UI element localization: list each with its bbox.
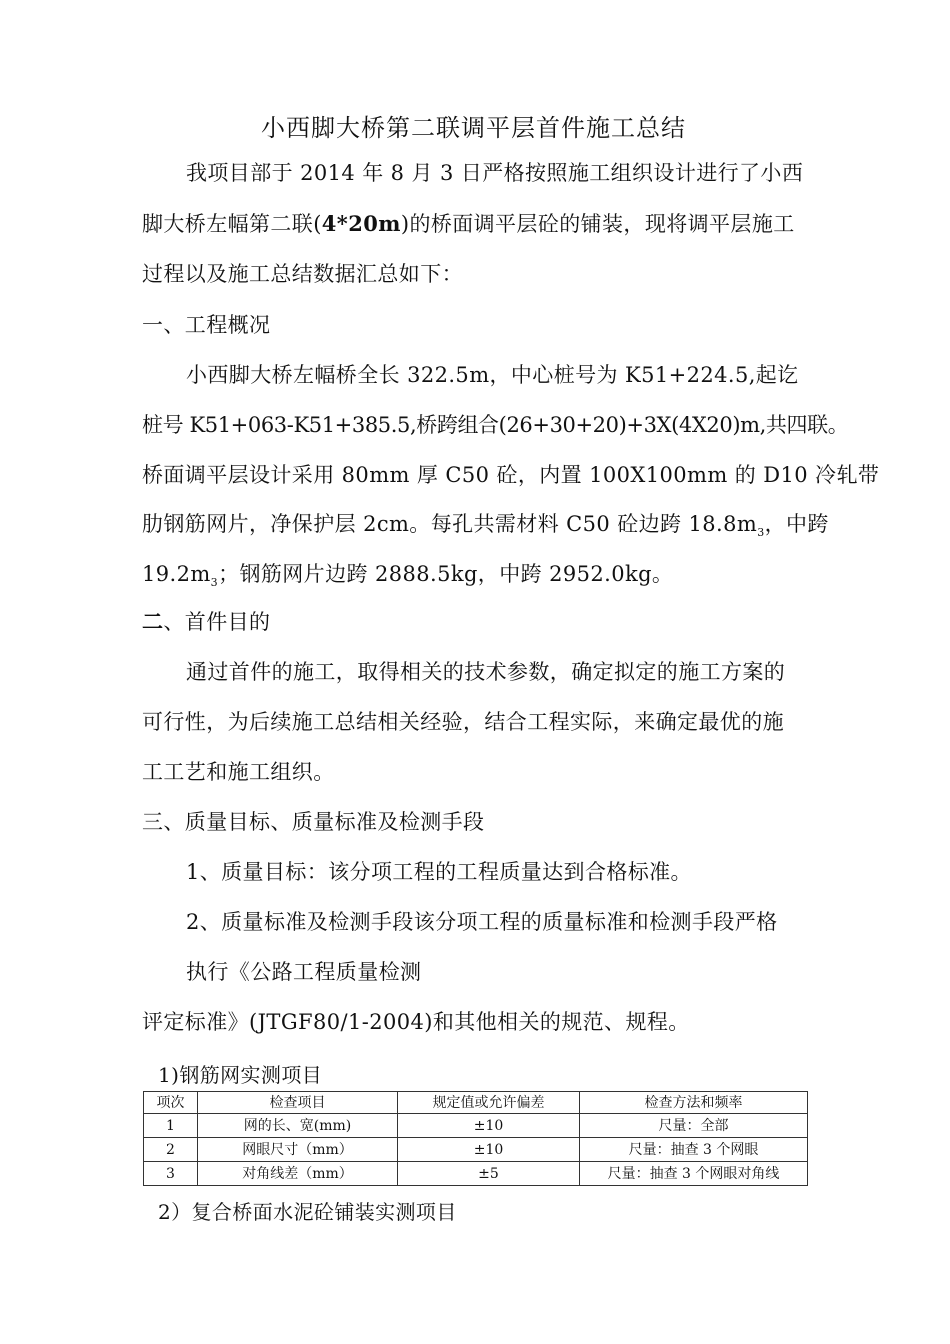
overview-line-4-text: 肋钢筋网片，净保护层 2cm。每孔共需材料 C50 砼边跨 18.8m [142, 512, 758, 536]
intro-line-2-close: ) [400, 212, 410, 236]
quality-line-2: 2、质量标准及检测手段该分项工程的质量标准和检测手段严格 [186, 910, 778, 934]
table-row [144, 1138, 808, 1162]
table-2-caption: 2）复合桥面水泥砼铺装实测项目 [158, 1200, 457, 1224]
unit-subscript: 3 [210, 576, 219, 590]
overview-line-5-text: ；钢筋网片边跨 2888.5kg，中跨 2952.0kg。 [218, 562, 674, 586]
table-cell: ±10 [398, 1114, 580, 1138]
intro-line-2 [142, 211, 795, 237]
intro-line-1: 我项目部于 2014 年 8 月 3 日严格按照施工组织设计进行了小西 [186, 161, 804, 185]
table-cell: 尺量：抽查 3 个网眼对角线 [580, 1162, 808, 1186]
header-cell: 项次 [144, 1092, 198, 1114]
table-cell: ±10 [398, 1138, 580, 1162]
document-title: 小西脚大桥第二联调平层首件施工总结 [261, 114, 686, 142]
quality-line-1: 1、质量目标：该分项工程的工程质量达到合格标准。 [186, 860, 692, 884]
table-cell: 网的长、宽(mm) [198, 1114, 398, 1138]
purpose-line-1: 通过首件的施工，取得相关的技术参数，确定拟定的施工方案的 [186, 660, 786, 684]
section-3-heading: 三、质量目标、质量标准及检测手段 [142, 810, 485, 834]
rebar-mesh-table [143, 1091, 808, 1186]
overview-line-3: 桥面调平层设计采用 80mm 厚 C50 砼，内置 100X100mm 的 D10 冷轧带 [142, 463, 880, 487]
section-2-number: 二 [142, 609, 164, 634]
table-cell: 3 [144, 1162, 198, 1186]
table-cell: ±5 [398, 1162, 580, 1186]
table-cell: 对角线差（mm） [198, 1162, 398, 1186]
table-row [144, 1162, 808, 1186]
intro-line-2-prefix: 脚大桥左幅第二联( [142, 212, 322, 236]
intro-line-3: 过程以及施工总结数据汇总如下： [142, 262, 463, 286]
header-cell: 检查项目 [198, 1092, 398, 1114]
section-2-title: 、首件目的 [163, 610, 271, 634]
overview-line-4-tail: ，中跨 [764, 512, 829, 536]
overview-line-5-head: 19.2m [142, 562, 211, 586]
table-cell: 网眼尺寸（mm） [198, 1138, 398, 1162]
overview-line-1: 小西脚大桥左幅桥全长 322.5m，中心桩号为 K51+224.5,起讫 [186, 363, 799, 387]
table-header-row [144, 1092, 808, 1114]
quality-line-4: 评定标准》(JTGF80/1-2004)和其他相关的规范、规程。 [142, 1010, 690, 1034]
span-spec: 4*20m [321, 211, 401, 236]
unit-subscript: 3 [757, 526, 765, 540]
table-1-caption: 1)钢筋网实测项目 [158, 1063, 323, 1087]
table-cell: 2 [144, 1138, 198, 1162]
table-cell: 尺量：全部 [580, 1114, 808, 1138]
header-cell: 检查方法和频率 [580, 1092, 808, 1114]
table-row [144, 1114, 808, 1138]
table-cell: 尺量：抽查 3 个网眼 [580, 1138, 808, 1162]
quality-line-3: 执行《公路工程质量检测 [186, 960, 422, 984]
section-2-heading [142, 609, 270, 635]
purpose-line-3: 工工艺和施工组织。 [142, 760, 335, 784]
overview-line-4 [142, 511, 829, 546]
section-1-heading: 一、工程概况 [142, 313, 271, 337]
overview-line-2: 桩号 K51+063-K51+385.5,桥跨组合(26+30+20)+3X(4X20)m,共四联。 [142, 413, 849, 437]
table-cell: 1 [144, 1114, 198, 1138]
purpose-line-2: 可行性，为后续施工总结相关经验，结合工程实际，来确定最优的施 [142, 710, 784, 734]
intro-line-2-rest: 的桥面调平层砼的铺装，现将调平层施工 [409, 212, 795, 236]
header-cell: 规定值或允许偏差 [398, 1092, 580, 1114]
overview-line-5 [142, 561, 673, 596]
